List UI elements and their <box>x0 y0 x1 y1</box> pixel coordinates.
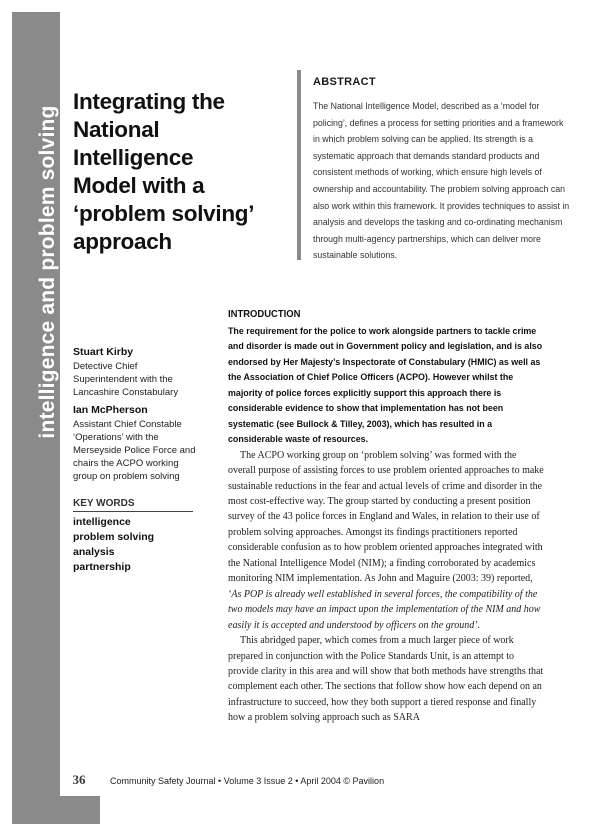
keyword-item: intelligence <box>73 516 131 528</box>
author-name: Ian McPherson <box>73 404 148 416</box>
footer-band <box>12 796 100 824</box>
side-label: intelligence and problem solving <box>36 105 59 439</box>
author-role: Detective Chief Superintendent with the Lancashire Constabulary <box>73 361 179 398</box>
journal-footer: Community Safety Journal • Volume 3 Issue 2 • April 2004 © Pavilion <box>110 776 385 786</box>
page-number: 36 <box>72 772 86 787</box>
main-column <box>228 308 544 726</box>
introduction-lead: The requirement for the police to work alongside partners to tackle crime and disorder is made out in Government policy and legislation, and is also endorsed by Her Majesty’s Inspectorate of Constabulary (HMIC) as well as the Association of Chief Police Officers (ACPO). However whilst the majority of police forces explicitly support this approach there is considerable evidence to show that implementation has not been systematic (see Bullock & Tilley, 2003), which has resulted in a considerable waste of resources. <box>228 326 543 445</box>
keyword-item: partnership <box>73 561 131 573</box>
keyword-item: problem solving <box>73 531 155 543</box>
author-role: Assistant Chief Constable ‘Operations’ with the Merseyside Police Force and chairs the ACPO working group on problem solving <box>73 419 196 482</box>
author-name: Stuart Kirby <box>73 346 134 358</box>
abstract-box <box>297 70 571 260</box>
keywords-heading: KEY WORDS <box>73 498 193 512</box>
introduction-heading: INTRODUCTION <box>228 308 301 320</box>
side-band <box>12 12 60 824</box>
abstract-heading: ABSTRACT <box>313 76 376 88</box>
author-block-1 <box>73 346 198 399</box>
abstract-text: The National Intelligence Model, described as a ‘model for policing’, defines a process for setting priorities and a framework in which problem solving can be applied. Its strength is a systematic approach that demands standard products and consistent methods of working, which ensure high levels of ownership and accountability. The problem solving approach can also work within this framework. It provides techniques to assist in analysis and develops the tasking and co-ordinating mechanism through multi-agency partnerships, which can deliver more sustainable solutions. <box>313 101 570 261</box>
body-paragraph <box>228 448 544 633</box>
body-paragraph: This abridged paper, which comes from a much larger piece of work prepared in conjunction with the Police Standards Unit, is an attempt to provide clarity in this area and will show that both methods have strengths that complement each other. The sections that follow show how each depend on an infrastructure to succeed, how they both support a tiered response and finally how a problem solving approach such as SARA <box>228 635 544 724</box>
article-title: Integrating the National Intelligence Model with a ‘problem solving’ approach <box>73 89 253 254</box>
author-block-2 <box>73 404 198 483</box>
paragraph-text: The ACPO working group on ‘problem solving’ was formed with the overall purpose of assisting forces to use problem oriented approaches to make sustainable reductions in the fear and actual levels of crime and disorder in the most cost-effective way. The group started by conducting a present position survey of the 43 police forces in England and Wales, in relation to their use of problem solving approaches. Amongst its findings practitioners reported considerable confusion as to how problem oriented approaches integrated with the National Intelligence Model (NIM); a finding corroborated by academics monitoring NIM implementation. As John and Maguire (2003: 39) reported, <box>228 449 544 585</box>
keywords-box <box>73 498 193 575</box>
quotation: ‘As POP is already well established in several forces, the compatibility of the two models may have an impact upon the implementation of the NIM and how easily it is accepted and understood by officers on the ground’. <box>228 588 541 631</box>
keyword-item: analysis <box>73 546 115 558</box>
